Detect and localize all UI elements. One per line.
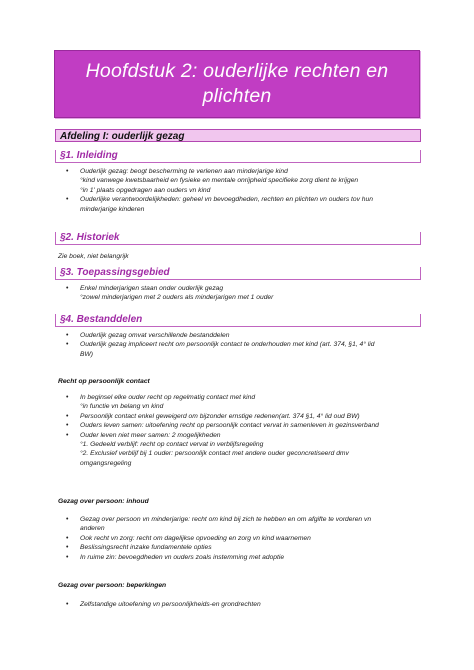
recht-list [62, 393, 418, 468]
beperkingen-heading: Gezag over persoon: beperkingen [58, 582, 167, 589]
list-item [62, 440, 418, 449]
list-item [62, 402, 418, 411]
list-item [62, 412, 418, 421]
list-item-text: °1. Gedeeld verblijf: recht op contact vervat in verblijfsregeling [80, 441, 264, 449]
list-item-text: minderjarige kinderen [80, 205, 145, 213]
inhoud-list [62, 515, 418, 562]
chapter-title: Hoofdstuk 2: ouderlijke rechten en plichten [85, 60, 389, 107]
list-item [62, 293, 418, 302]
beperkingen-list [62, 600, 418, 609]
list-item [62, 421, 418, 430]
list-item [62, 543, 418, 552]
chapter-title-box [54, 50, 420, 118]
bullet-icon: • [66, 394, 69, 401]
list-item-text: anderen [80, 525, 105, 533]
bullet-icon: • [66, 544, 69, 552]
bullet-icon: • [66, 534, 69, 542]
list-item-text: Ouderlijke verantwoordelijkheden: geheel vn bevoegdheden, rechten en plichten vn ouders tov hun [80, 196, 373, 204]
list-item-text: omgangsregeling [80, 459, 132, 467]
list-item [62, 167, 418, 176]
list-item-text: Persoonlijk contact enkel geweigerd om bijzonder ernstige redenen(art. 374 §1, 4° lid oud BW) [80, 412, 360, 420]
list-item-text: °2. Exclusief verblijf bij 1 ouder: persoonlijk contact met andere ouder geconcretiseerd dmv [80, 450, 349, 458]
bullet-icon: • [66, 601, 69, 608]
list-item-text: Ouderlijk gezag omvat verschillende bestanddelen [80, 332, 230, 339]
inhoud-heading: Gezag over persoon: inhoud [58, 498, 149, 505]
list-item [62, 340, 418, 349]
list-item [62, 600, 418, 609]
list-item [62, 459, 418, 468]
list-item [62, 431, 418, 440]
bullet-icon: • [66, 196, 69, 204]
list-item-text: °in functie vn belang vn kind [80, 403, 164, 411]
section-3-list [62, 284, 418, 303]
bullet-icon: • [66, 412, 69, 420]
list-item-text: °in 1' plaats opgedragen aan ouders vn kind [80, 186, 211, 194]
recht-heading: Recht op persoonlijk contact [58, 378, 150, 385]
section-4-list [62, 331, 418, 359]
bullet-icon: • [66, 285, 69, 292]
list-item [62, 205, 418, 214]
bullet-icon: • [66, 431, 69, 439]
list-item-text: Zelfstandige uitoefening vn persoonlijkheids-en grondrechten [80, 601, 261, 608]
list-item [62, 393, 418, 402]
list-item [62, 553, 418, 562]
list-item [62, 331, 418, 340]
bullet-icon: • [66, 168, 69, 175]
bullet-icon: • [66, 516, 69, 523]
list-item-text: °kind vanwege kwetsbaarheid en fysieke en mentale onrijpheid specifieke zorg dient te krijgen [80, 177, 359, 185]
list-item [62, 534, 418, 543]
list-item [62, 195, 418, 204]
section-1-list [62, 167, 418, 214]
list-item [62, 449, 418, 458]
list-item [62, 186, 418, 195]
section-2-text: Zie boek, niet belangrijk [58, 253, 129, 260]
list-item-text: Enkel minderjarigen staan onder ouderlijk gezag [80, 285, 224, 292]
list-item [62, 350, 418, 359]
list-item-text: BW) [80, 350, 93, 358]
list-item-text: °zowel minderjarigen met 2 ouders als minderjarigen met 1 ouder [80, 294, 274, 302]
list-item-text: Gezag over persoon vn minderjarige: recht om kind bij zich te hebben en om afgifte te vorderen vn [80, 516, 372, 523]
section-2-heading: §2. Historiek [55, 232, 421, 245]
list-item-text: In beginsel elke ouder recht op regelmatig contact met kind [80, 394, 256, 401]
bullet-icon: • [66, 422, 69, 430]
list-item-text: In ruime zin: bevoegdheden vn ouders zoals instemming met adoptie [80, 553, 285, 561]
list-item-text: Ouders leven samen: uitoefening recht op persoonlijk contact vervat in samenleven in gezinsverband [80, 422, 379, 430]
list-item-text: Ouderlijk gezag impliceert recht om persoonlijk contact te onderhouden met kind (art. 374, §1, 4° lid [80, 341, 375, 349]
section-4-heading: §4. Bestanddelen [55, 314, 421, 327]
afdeling-heading: Afdeling I: ouderlijk gezag [55, 129, 421, 142]
list-item [62, 524, 418, 533]
bullet-icon: • [66, 553, 69, 561]
list-item [62, 176, 418, 185]
section-1-heading: §1. Inleiding [55, 150, 421, 163]
list-item [62, 284, 418, 293]
section-3-heading: §3. Toepassingsgebied [55, 267, 421, 280]
list-item-text: Ouder leven niet meer samen: 2 mogelijkheden [80, 431, 221, 439]
list-item-text: Ouderlijk gezag: beogt bescherming te verlenen aan minderjarige kind [80, 168, 288, 175]
bullet-icon: • [66, 332, 69, 339]
list-item-text: Beslissingsrecht inzake fundamentele opties [80, 544, 212, 552]
bullet-icon: • [66, 341, 69, 349]
list-item-text: Ook recht vn zorg: recht om dagelijkse opvoeding en zorg vn kind waarnemen [80, 534, 311, 542]
list-item [62, 515, 418, 524]
